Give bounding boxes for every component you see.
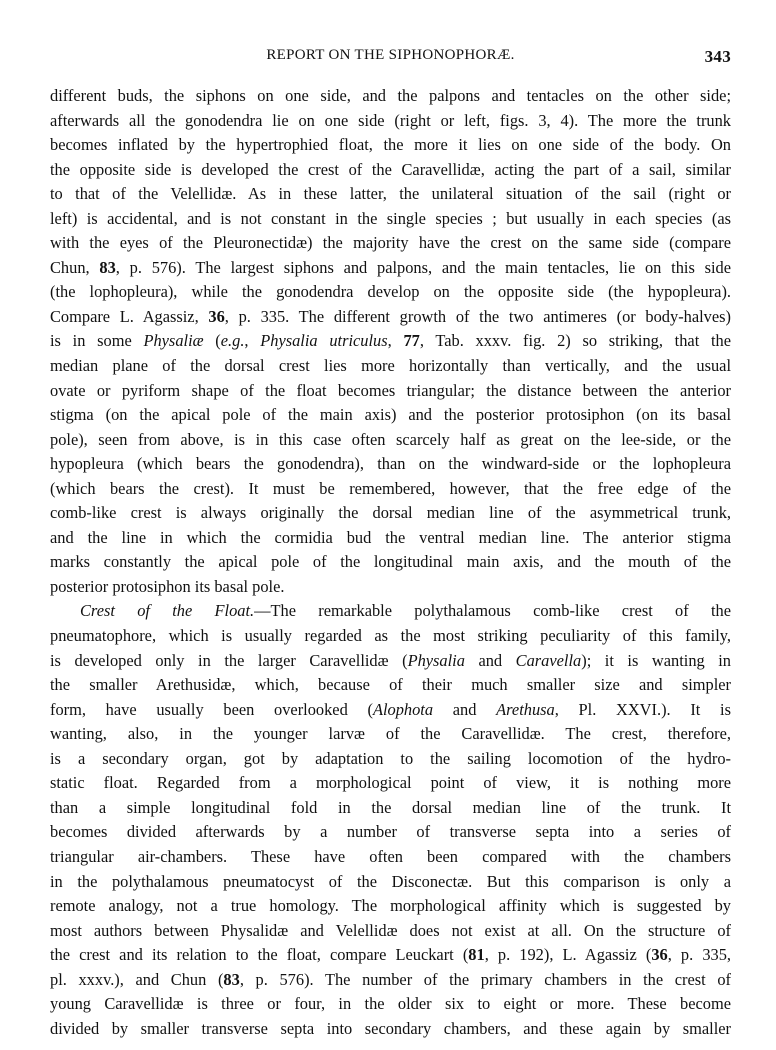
text-line — [50, 673, 731, 698]
text-line — [50, 845, 731, 870]
text-segment: is a secondary organ, got by adaptation to the sailing locomotion of the hydro- — [50, 748, 731, 768]
text-segment: , p. 335, — [667, 945, 732, 965]
text-segment: stigma (on the apical pole of the main axis) and the posterior protosiphon (on its basal — [50, 405, 731, 425]
text-segment: different buds, the siphons on one side, and the palpons and tentacles on the other side; — [50, 86, 731, 105]
text-segment: pl. xxxv.), and Chun ( — [50, 969, 224, 989]
text-line — [50, 943, 731, 968]
running-title: REPORT ON THE SIPHONOPHORÆ. — [266, 47, 515, 63]
text-segment: static float. Regarded from a morphological point of view, it is nothing more — [50, 773, 731, 793]
text-segment: hypopleura (which bears the gonodendra), than on the windward-side or the lophopleura — [50, 454, 731, 474]
text-segment: divided by smaller transverse septa into secondary chambers, and these again by smaller — [50, 1018, 731, 1038]
text-segment: (which bears the crest). It must be remembered, however, that the free edge of the — [50, 478, 731, 498]
text-segment: the crest and its relation to the float, compare Leuckart ( — [50, 945, 469, 965]
text-segment: the opposite side is developed the crest of the Caravellidæ, acting the part of a sail, similar — [50, 159, 731, 179]
text-line — [50, 452, 731, 477]
text-segment: is in some — [50, 331, 144, 351]
running-header — [50, 47, 731, 69]
text-segment: in the polythalamous pneumatocyst of the Disconectæ. But this comparison is only a — [50, 871, 731, 891]
text-line — [50, 624, 731, 649]
bold-reference: 36 — [208, 306, 225, 326]
italic-segment: Caravella — [515, 650, 582, 670]
italic-segment: Crest of the Float. — [80, 601, 255, 621]
italic-segment: Physaliæ — [143, 331, 204, 351]
body-text — [50, 84, 731, 1041]
text-segment: young Caravellidæ is three or four, in the older six to eight or more. These become — [50, 994, 731, 1014]
text-segment: afterwards all the gonodendra lie on one side (right or left, figs. 3, 4). The more the trunk — [50, 110, 731, 130]
bold-reference: 77 — [403, 331, 420, 351]
bold-reference: 83 — [99, 257, 116, 277]
text-segment: —The remarkable polythalamous comb-like crest of the — [254, 601, 731, 621]
text-segment: , Pl. XXVI.). It is — [554, 699, 731, 719]
italic-segment: Physalia — [407, 650, 465, 670]
text-segment: ); it is wanting in — [581, 650, 731, 670]
text-segment: ovate or pyriform shape of the float becomes triangular; the distance between the anterior — [50, 380, 731, 400]
text-segment: wanting, also, in the younger larvæ of the Caravellidæ. The crest, therefore, — [50, 724, 731, 744]
text-segment: median plane of the dorsal crest lies more horizontally than vertically, and the usual — [50, 356, 731, 376]
text-segment: and the line in which the cormidia bud the ventral median line. The anterior stigma — [50, 527, 731, 547]
text-segment: remote analogy, not a true homology. The morphological affinity which is suggested by — [50, 896, 731, 916]
text-segment: comb-like crest is always originally the dorsal median line of the asymmetrical trunk, — [50, 503, 731, 523]
text-segment: marks constantly the apical pole of the longitudinal main axis, and the mouth of the — [50, 552, 731, 572]
bold-reference: 83 — [223, 969, 240, 989]
text-line — [50, 477, 731, 502]
text-segment: the smaller Arethusidæ, which, because of their much smaller size and simpler — [50, 675, 731, 695]
text-segment: and — [464, 650, 516, 670]
text-line — [50, 379, 731, 404]
bold-reference: 36 — [651, 945, 668, 965]
text-line — [50, 968, 731, 993]
text-line — [50, 992, 731, 1017]
text-segment: posterior protosiphon its basal pole. — [50, 576, 285, 596]
text-line — [50, 109, 731, 134]
text-segment: pole), seen from above, is in this case often scarcely half as great on the lee-side, or the — [50, 429, 731, 449]
text-line — [50, 820, 731, 845]
italic-segment: Alophota — [372, 699, 434, 719]
text-line — [50, 256, 731, 281]
text-line — [50, 526, 731, 551]
text-segment: , p. 192), L. Agassiz ( — [484, 945, 652, 965]
text-line — [50, 796, 731, 821]
text-line — [50, 575, 731, 600]
text-line — [50, 919, 731, 944]
text-line — [50, 722, 731, 747]
text-segment: becomes inflated by the hypertrophied float, the more it lies on one side of the body. On — [50, 135, 731, 155]
text-segment: pneumatophore, which is usually regarded as the most striking peculiarity of this family, — [50, 626, 731, 646]
text-line — [50, 207, 731, 232]
text-segment: is developed only in the larger Caravellidæ ( — [50, 650, 408, 670]
text-segment: Compare L. Agassiz, — [50, 306, 209, 326]
text-segment: , — [244, 331, 261, 351]
bold-reference: 81 — [468, 945, 485, 965]
text-segment: and — [433, 699, 497, 719]
text-line — [50, 329, 731, 354]
page-number: 343 — [704, 47, 731, 66]
text-line — [50, 501, 731, 526]
text-segment: ( — [203, 331, 221, 351]
text-segment: (the lophopleura), while the gonodendra develop on the opposite side (the hypopleura). — [50, 282, 731, 302]
text-segment: , Tab. xxxv. fig. 2) so striking, that the — [419, 331, 731, 351]
text-line — [50, 747, 731, 772]
text-line — [50, 771, 731, 796]
text-segment: left) is accidental, and is not constant in the single species ; but usually in each species (as — [50, 208, 731, 228]
text-segment: with the eyes of the Pleuronectidæ) the majority have the crest on the same side (compare — [50, 233, 731, 253]
text-line — [50, 870, 731, 895]
text-line — [50, 894, 731, 919]
text-line — [50, 84, 731, 109]
italic-segment: Arethusa — [496, 699, 555, 719]
paragraph-start-line — [50, 599, 731, 624]
text-line — [50, 182, 731, 207]
text-line — [50, 158, 731, 183]
italic-segment: Physalia utriculus — [260, 331, 388, 351]
italic-segment: e.g. — [220, 331, 245, 351]
text-segment: to that of the Velellidæ. As in these latter, the unilateral situation of the sail (right or — [50, 184, 731, 204]
text-segment: becomes divided afterwards by a number of transverse septa into a series of — [50, 822, 731, 842]
text-segment: most authors between Physalidæ and Velellidæ does not exist at all. On the structure of — [50, 920, 731, 940]
text-segment: triangular air-chambers. These have often been compared with the chambers — [50, 846, 731, 866]
text-line — [50, 354, 731, 379]
text-segment: , p. 576). The largest siphons and palpons, and the main tentacles, lie on this side — [115, 257, 731, 277]
text-line — [50, 280, 731, 305]
text-line — [50, 550, 731, 575]
text-segment: , — [387, 331, 404, 351]
text-segment: , p. 335. The different growth of the two antimeres (or body-halves) — [224, 306, 731, 326]
text-line — [50, 1017, 731, 1042]
text-segment: , p. 576). The number of the primary chambers in the crest of — [239, 969, 731, 989]
text-line — [50, 305, 731, 330]
text-line — [50, 133, 731, 158]
text-line — [50, 428, 731, 453]
text-line — [50, 403, 731, 428]
text-segment: than a simple longitudinal fold in the dorsal median line of the trunk. It — [50, 797, 731, 817]
text-segment: Chun, — [50, 257, 100, 277]
text-segment: form, have usually been overlooked ( — [50, 699, 373, 719]
text-line — [50, 649, 731, 674]
text-line — [50, 698, 731, 723]
text-line — [50, 231, 731, 256]
